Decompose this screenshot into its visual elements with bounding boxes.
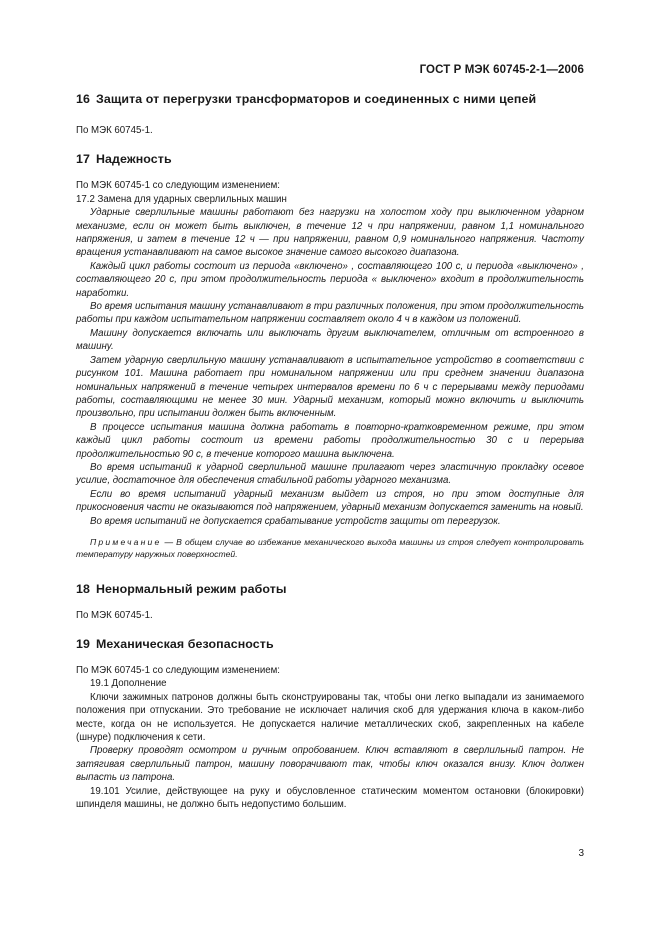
paragraph: Ударные сверлильные машины работают без нагрузки на холостом ходу при выключенном ударном механизме, если он может быть выключен, в течение 12 ч при напряжении, равном 1,1 номинального напряжения, и затем в течение 12 ч — при напряжении, равном 0,9 номинального напряжения. Частоту вращения устанавливают на самое высокое значение самого высокого диапазона. xyxy=(76,207,584,259)
section-19-heading xyxy=(76,637,584,651)
note-text: — В общем случае во избежание механического выхода машины из строя следует контролировать температуру наружных поверхностей. xyxy=(76,536,584,559)
section-title: Защита от перегрузки трансформаторов и соединенных с ними цепей xyxy=(95,92,537,106)
section-number: 18 xyxy=(76,581,90,596)
section-title: Механическая безопасность xyxy=(95,636,274,651)
subsection-19-1: 19.1 Дополнение xyxy=(90,678,167,690)
paragraph: Каждый цикл работы состоит из периода «включено» , составляющего 100 с, и периода «выключено» , составляющего 20 с, при этом продолжительность периода « выключено» входит в продолжительность наработки. xyxy=(76,260,584,299)
page-number: 3 xyxy=(578,848,584,859)
paragraph: Во время испытания машину устанавливают в три различных положения, при этом продолжительность работы при каждом испытательном напряжении составляет около 4 ч в каждом из положений. xyxy=(76,301,584,326)
section-16-ref: По МЭК 60745-1. xyxy=(76,125,153,136)
paragraph: Ключи зажимных патронов должны быть сконструированы так, чтобы они легко выпадали из занимаемого положения при отпускании. Это требование не исключает наличия скоб для удержания ключа в каком-либо месте, когда он не используется. Не допускается наличие металлических скоб, закрепленных на кабеле (шнуре) подключения к сети. xyxy=(76,691,584,743)
document-header: ГОСТ Р МЭК 60745-2-1—2006 xyxy=(419,64,584,76)
note-label: Примечание xyxy=(90,536,162,547)
section-number: 16 xyxy=(76,92,90,106)
section-18-ref: По МЭК 60745-1. xyxy=(76,609,153,621)
section-17-intro: По МЭК 60745-1 со следующим изменением: xyxy=(76,180,280,192)
section-16-heading xyxy=(76,92,584,106)
paragraph: Если во время испытаний ударный механизм выйдет из строя, но при этом доступные для прикосновения части не оказываются под напряжением, ударный механизм допускается заменить на новый. xyxy=(76,488,584,514)
subsection-17-2: 17.2 Замена для ударных сверлильных машин xyxy=(76,193,287,205)
paragraph: В процессе испытания машина должна работать в повторно-кратковременном режиме, при этом каждый цикл работы состоит из времени работы продолжительностью 30 с и перерыва продолжительностью 90 с, в течение которого машина выключена. xyxy=(76,421,584,460)
section-number: 19 xyxy=(76,636,90,651)
paragraph: Машину допускается включать или выключать другим выключателем, отличным от встроенного в машину. xyxy=(76,327,584,353)
section-18-heading xyxy=(76,582,584,596)
page-content xyxy=(76,92,584,811)
paragraph: Во время испытаний не допускается срабатывание устройств защиты от перегрузок. xyxy=(90,515,501,527)
paragraph: Затем ударную сверлильную машину устанавливают в испытательное устройство в соответствии с рисунком 101. Машина работает при номинальном напряжении или при среднем значении диапазона номинальных напряжений в течение четырех интервалов времени по 6 ч с перерывами между периодами работы, составляющими не менее 30 мин. Ударный механизм, который можно включить и выключить произвольно, при испытании должен быть включенным. xyxy=(76,354,584,420)
section-title: Надежность xyxy=(95,152,172,167)
section-number: 17 xyxy=(76,152,90,167)
paragraph: 19.101 Усилие, действующее на руку и обусловленное статическим моментом остановки (блокировки) шпинделя машины, не должно быть недопустимо большим. xyxy=(76,785,584,811)
note xyxy=(76,537,584,561)
paragraph: Проверку проводят осмотром и ручным опробованием. Ключ вставляют в сверлильный патрон. Не затягивая сверлильный патрон, машину поворачивают так, чтобы ключ оказался внизу. Ключ должен выпасть из патрона. xyxy=(76,745,584,784)
section-title: Ненормальный режим работы xyxy=(95,581,287,596)
section-17-heading xyxy=(76,152,584,166)
paragraph: Во время испытаний к ударной сверлильной машине прилагают через эластичную прокладку осевое усилие, достаточное для обеспечения стабильной работы ударного механизма. xyxy=(76,461,584,487)
section-19-intro: По МЭК 60745-1 со следующим изменением: xyxy=(76,664,280,676)
